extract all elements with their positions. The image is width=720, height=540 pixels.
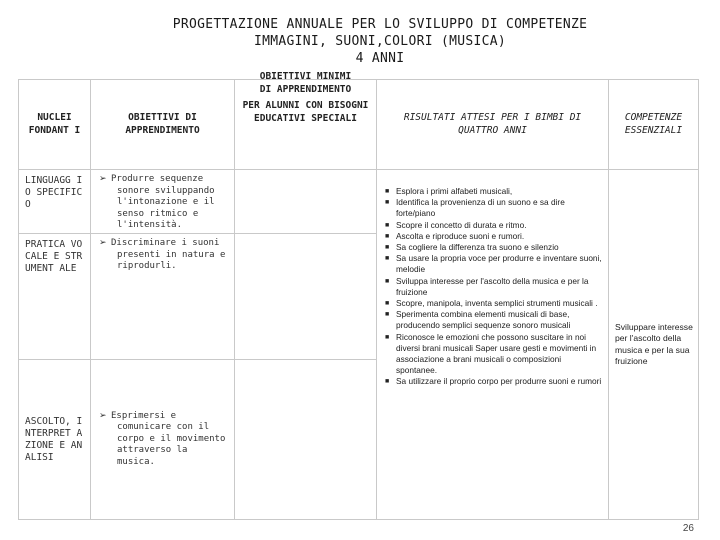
competenze-cell (609, 170, 699, 520)
square-bullet-icon: ■ (385, 232, 390, 240)
obiettivo-cell (91, 360, 235, 520)
square-bullet-icon: ■ (385, 221, 390, 229)
list-item: ■ Sa cogliere la differenza tra suono e silenzio (385, 242, 559, 253)
list-item: ■ Sviluppa interesse per l'ascolto della musica e per la fruizione (385, 275, 589, 297)
nucleo-label: PRATICA VOCALE E STRUMENT ALE (25, 239, 83, 274)
title-line-3: 4 ANNI (355, 51, 405, 66)
obiettivo-cell (91, 234, 235, 360)
title-line-2: IMMAGINI, SUONI,COLORI (MUSICA) (254, 34, 506, 49)
obiettivo-text: presenti in natura e riprodurli. (117, 249, 226, 271)
square-bullet-icon: ■ (385, 244, 390, 252)
list-item: ■ Esplora i primi alfabeti musicali, (385, 186, 513, 196)
square-bullet-icon: ■ (385, 188, 390, 195)
obiettivo-text: sonore sviluppando l'intonazione e il senso ritmico e l'intensità. (117, 185, 215, 230)
list-item: ■ Sperimenta combina elementi musicali di base, producendo semplici sequenze sonoro musicali (385, 309, 571, 331)
list-item: ■ Ascolta e riproduce suoni e rumori. (385, 230, 525, 241)
list-item: ■ Sa usare la propria voce per produrre e inventare suoni, melodie (385, 253, 602, 275)
list-item: ■ Scopre, manipola, inventa semplici strumenti musicali . (385, 298, 598, 309)
nucleo-cell (19, 360, 91, 520)
obiettivo-cell (91, 170, 235, 234)
risultati-list (377, 170, 608, 388)
nucleo-cell (19, 234, 91, 360)
page-number: 26 (682, 523, 694, 534)
square-bullet-icon: ■ (385, 255, 390, 263)
header-risultati: RISULTATI ATTESI PER I BIMBI DI QUATTRO ANNI (377, 80, 609, 170)
list-item: ■ Scopre il concetto di durata e ritmo. (385, 219, 527, 230)
competenza-text: Sviluppare interesse per l'ascolto della musica e per la sua fruizione (615, 322, 693, 366)
nucleo-cell (19, 170, 91, 234)
square-bullet-icon: ■ (385, 277, 390, 285)
risultati-cell (377, 170, 609, 520)
square-bullet-icon: ■ (385, 311, 390, 319)
arrow-bullet-icon: ➢ (99, 410, 107, 421)
header-row (19, 80, 699, 170)
square-bullet-icon: ■ (385, 333, 390, 341)
header-obiettivi-minimi: OBIETTIVI MINIMI DI APPRENDIMENTO PER ALUNNI CON BISOGNI EDUCATIVI SPECIALI (235, 80, 377, 170)
square-bullet-icon: ■ (385, 378, 390, 386)
arrow-bullet-icon: ➢ (99, 238, 107, 248)
square-bullet-icon: ■ (385, 199, 390, 207)
obiettivo-minimo-cell (235, 360, 377, 520)
planning-table (18, 71, 699, 520)
list-item: ■ Riconosce le emozioni che possono suscitare in noi diversi brani musicali Saper usare gesti e movimenti in associazione a brani musicali o composizioni spontanee. (385, 331, 597, 376)
arrow-bullet-icon: ➢ (99, 174, 107, 184)
obiettivo-minimo-cell (235, 234, 377, 360)
list-item: ■ Sa utilizzare il proprio corpo per produrre suoni e rumori (385, 376, 602, 387)
header-competenze: COMPETENZE ESSENZIALI (609, 80, 699, 170)
table-row (19, 170, 699, 234)
nucleo-label: LINGUAGG IO SPECIFICO (25, 175, 83, 210)
obiettivo-text: comunicare con il corpo e il movimento attraverso la musica. (117, 422, 226, 467)
square-bullet-icon: ■ (385, 300, 390, 308)
obiettivo-line: Discriminare i suoni (111, 238, 220, 248)
obiettivo-minimo-cell (235, 170, 377, 234)
list-item: ■ Identifica la provenienza di un suono e sa dire forte/piano (385, 197, 565, 219)
obiettivo-line: Produrre sequenze (111, 174, 204, 184)
header-nuclei: NUCLEI FONDANT I (19, 80, 91, 170)
nucleo-label: ASCOLTO, INTERPRET AZIONE E ANALISI (25, 415, 83, 463)
title-line-1: PROGETTAZIONE ANNUALE PER LO SVILUPPO DI COMPETENZE (172, 17, 588, 32)
page-title (0, 16, 720, 67)
header-obiettivi: OBIETTIVI DI APPRENDIMENTO (91, 80, 235, 170)
obiettivo-line: Esprimersi e (111, 410, 177, 421)
